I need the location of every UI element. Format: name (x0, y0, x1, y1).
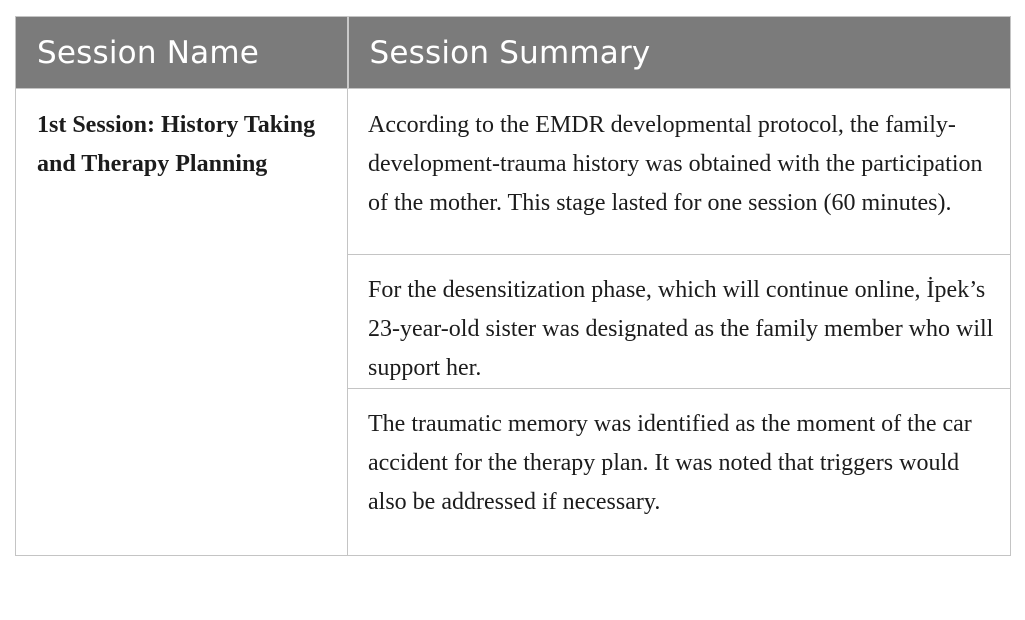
session-name-cell: 1st Session: History Taking and Therapy Planning (16, 89, 348, 556)
session-summary-cell: The traumatic memory was identified as the moment of the car accident for the therapy plan. It was noted that triggers would also be addressed if necessary. (348, 389, 1011, 556)
session-summary-cell: For the desensitization phase, which will continue online, İpek’s 23-year-old sister was designated as the family member who will support her. (348, 255, 1011, 389)
header-session-summary: Session Summary (348, 17, 1011, 89)
table-row (16, 89, 1011, 255)
session-table (15, 16, 1011, 556)
header-row (16, 17, 1011, 89)
session-summary-cell: According to the EMDR developmental protocol, the family-development-trauma history was obtained with the participation of the mother. This stage lasted for one session (60 minutes). (348, 89, 1011, 255)
header-session-name: Session Name (16, 17, 348, 89)
